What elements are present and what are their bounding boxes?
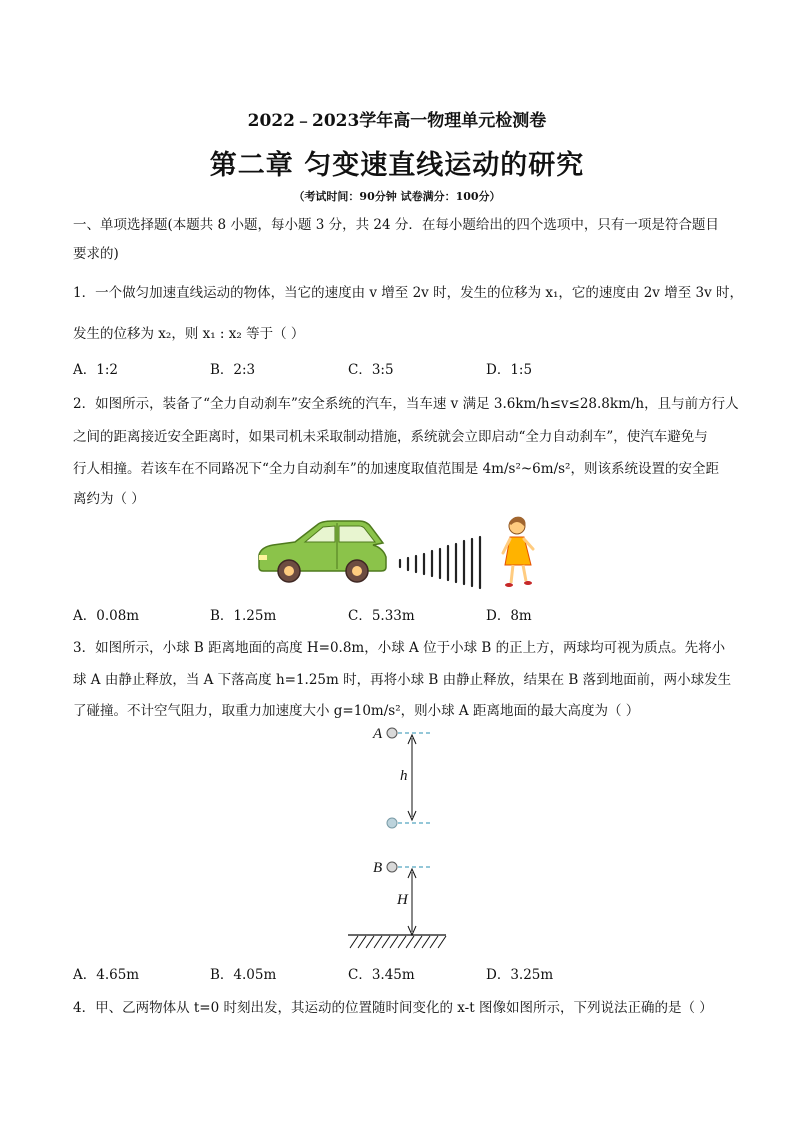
q3-option-c: C．3.45m (348, 967, 415, 983)
ball-a (387, 728, 397, 738)
exam-title: 第二章 匀变速直线运动的研究 (209, 150, 585, 181)
exam-note: （考试时间：90分钟 试卷满分：100分） (293, 190, 501, 203)
exam-subtitle: 2022﹣2023学年高一物理单元检测卷 (247, 111, 547, 131)
section-heading-line2: 要求的) (73, 246, 119, 262)
signal-waves (400, 537, 480, 588)
q2-stem-line4: 离约为（ ） (73, 491, 145, 507)
q2-option-d: D．8m (486, 608, 532, 624)
q3-stem-line1: 3．如图所示，小球 B 距离地面的高度 H=0.8m，小球 A 位于小球 B 的正上方，两球均可视为质点。先将小 (73, 640, 726, 656)
q1-stem-line1: 1．一个做匀加速直线运动的物体，当它的速度由 v 增至 2v 时，发生的位移为 x₁，它的速度由 2v 增至 3v 时， (73, 285, 744, 301)
q1-option-c: C．3:5 (348, 362, 394, 378)
ball-a-label: A (373, 726, 383, 742)
pedestrian-illustration (503, 517, 533, 587)
falling-balls-figure (345, 722, 455, 952)
q3-option-d: D．3.25m (486, 967, 554, 983)
q2-stem-line1: 2．如图所示，装备了“全力自动刹车”安全系统的汽车，当车速 v 满足 3.6km/h≤v≤28.8km/h，且与前方行人 (73, 396, 739, 412)
height-h-label: h (400, 768, 408, 784)
section-heading-line1: 一、单项选择题(本题共 8 小题，每小题 3 分，共 24 分．在每小题给出的四个选项中，只有一项是符合题目 (73, 217, 719, 233)
q4-stem-line1: 4．甲、乙两物体从 t=0 时刻出发，其运动的位置随时间变化的 x-t 图像如图所示，下列说法正确的是（ ） (73, 1000, 713, 1016)
q3-stem-line2: 球 A 由静止释放，当 A 下落高度 h=1.25m 时，再将小球 B 由静止释放，结果在 B 落到地面前，两小球发生 (73, 672, 732, 688)
q2-stem-line2: 之间的距离接近安全距离时，如果司机未采取制动措施，系统就会立即启动“全力自动刹车”，使汽车避免与 (73, 429, 708, 445)
q1-stem-line2: 发生的位移为 x₂，则 x₁ : x₂ 等于（ ） (73, 326, 305, 342)
ball-b-label: B (373, 860, 383, 876)
q2-option-b: B．1.25m (210, 608, 277, 624)
height-H-label: H (397, 892, 408, 908)
q3-stem-line3: 了碰撞。不计空气阻力，取重力加速度大小 g=10m/s²，则小球 A 距离地面的最大高度为（ ） (73, 703, 640, 719)
ball-a-fallen (387, 818, 397, 828)
car-pedestrian-figure (255, 515, 545, 590)
q1-option-a: A．1:2 (73, 362, 118, 378)
q2-option-c: C．5.33m (348, 608, 415, 624)
q3-option-b: B．4.05m (210, 967, 277, 983)
q2-stem-line3: 行人相撞。若该车在不同路况下“全力自动刹车”的加速度取值范围是 4m/s²~6m/s²，则该系统设置的安全距 (73, 461, 719, 477)
q1-option-d: D．1:5 (486, 362, 533, 378)
q2-option-a: A．0.08m (73, 608, 140, 624)
ball-b (387, 862, 397, 872)
q1-option-b: B．2:3 (210, 362, 256, 378)
q3-option-a: A．4.65m (73, 967, 140, 983)
